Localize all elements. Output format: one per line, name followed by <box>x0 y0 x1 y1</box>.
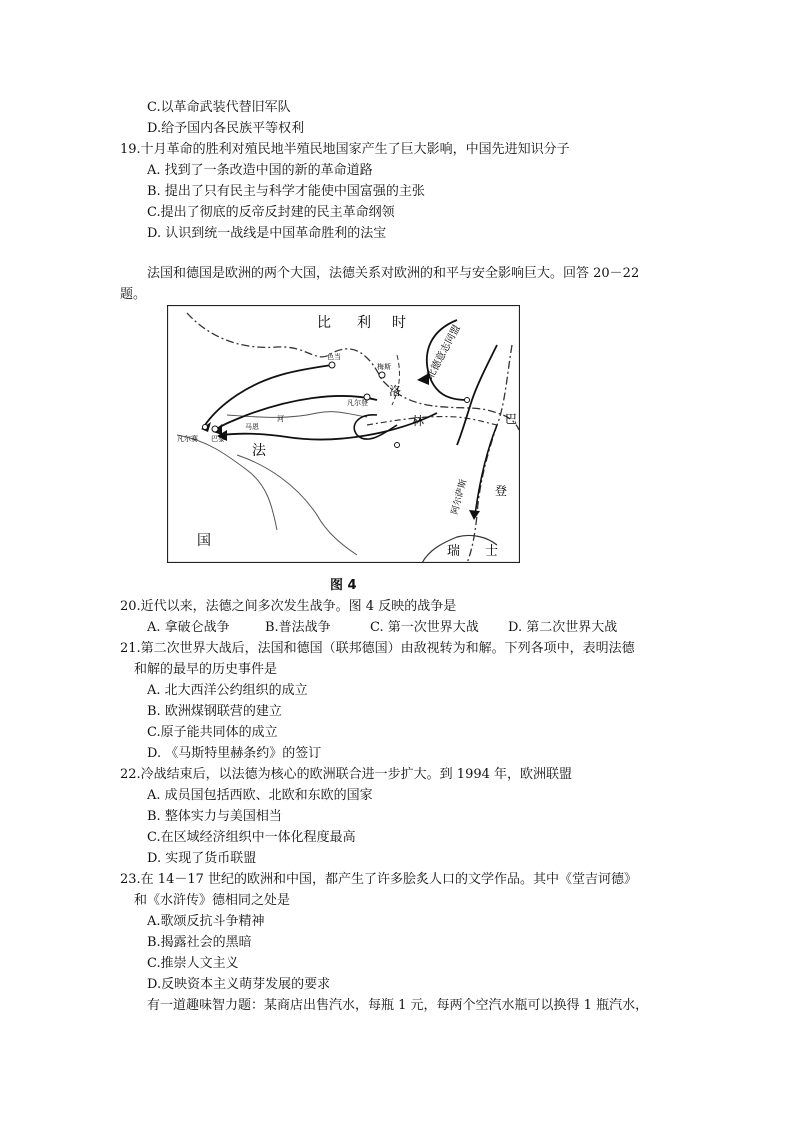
q21-option-d: D. 《马斯特里赫条约》的签订 <box>147 746 322 761</box>
map-label-belgium-1: 比 <box>317 315 331 331</box>
city-marker <box>395 443 400 448</box>
q22-option-b: B. 整体实力与美国相当 <box>147 809 282 824</box>
puzzle-line-1: 有一道趣味智力题：某商店出售汽水，每瓶 1 元，每两个空汽水瓶可以换得 1 瓶汽水， <box>147 998 649 1013</box>
q21-stem-line-1: 21.第二次世界大战后，法国和德国（联邦德国）由敌视转为和解。下列各项中，表明法德 <box>120 641 635 656</box>
q23-stem-line-2: 和《水浒传》德相同之处是 <box>134 893 291 908</box>
q19-option-d: D. 认识到统一战线是中国革命胜利的法宝 <box>147 226 387 241</box>
metz-city <box>379 372 385 378</box>
versailles-city <box>203 425 208 430</box>
q19-stem: 19.十月革命的胜利对殖民地半殖民地国家产生了巨大影响，中国先进知识分子 <box>120 142 570 157</box>
map-label-sedan: 色当 <box>327 353 341 361</box>
map-label-versailles: 凡尔赛 <box>177 435 198 443</box>
q20-option-b: B.普法战争 <box>265 620 331 635</box>
map-label-lin: 林 <box>412 414 425 428</box>
q23-option-c: C.推崇人文主义 <box>147 956 239 971</box>
map-label-ba: 巴 <box>505 412 518 426</box>
q19-option-b: B. 提出了只有民主与科学才能使中国富强的主张 <box>147 184 425 199</box>
map-label-shi: 士 <box>485 544 499 559</box>
map-label-alsace: 阿尔萨斯 <box>450 478 470 516</box>
q22-stem: 22.冷战结束后，以法德为核心的欧洲联合进一步扩大。到 1994 年，欧洲联盟 <box>120 767 573 782</box>
map-label-belgium-2: 利 <box>357 315 371 331</box>
q18-option-d: D.给予国内各民族平等权利 <box>147 121 305 136</box>
q19-option-a: A. 找到了一条改造中国的新的革命道路 <box>147 163 373 178</box>
q21-option-b: B. 欧洲煤钢联营的建立 <box>147 704 282 719</box>
war-map-figure <box>167 305 520 563</box>
q20-option-c: C. 第一次世界大战 <box>370 620 479 635</box>
q23-stem-line-1: 23.在 14－17 世纪的欧洲和中国，都产生了许多脍炙人口的文学作品。其中《堂吉诃德》 <box>120 872 638 887</box>
map-label-belgium-3: 时 <box>392 315 406 331</box>
map-label-rui: 瑞 <box>447 544 461 559</box>
map-label-marne: 马恩 <box>245 423 259 431</box>
map-label-verdun: 凡尔登 <box>347 399 368 407</box>
map-label-paris: 巴黎 <box>211 435 225 443</box>
intro-line-1: 法国和德国是欧洲的两个大国，法德关系对欧洲的和平与安全影响巨大。回答 20－22 <box>147 266 640 281</box>
paris-city <box>212 426 218 432</box>
sedan-city <box>329 362 335 368</box>
q20-option-a: A. 拿破仑战争 <box>147 620 230 635</box>
intro-line-2: 题。 <box>120 287 147 302</box>
q23-option-a: A.歌颂反抗斗争精神 <box>147 914 265 929</box>
q22-option-d: D. 实现了货币联盟 <box>147 851 257 866</box>
city-marker <box>465 398 470 403</box>
q19-option-c: C.提出了彻底的反帝反封建的民主革命纲领 <box>147 205 395 220</box>
q21-option-c: C.原子能共同体的成立 <box>147 725 278 740</box>
q20-stem: 20.近代以来，法德之间多次发生战争。图 4 反映的战争是 <box>120 599 457 614</box>
q20-options <box>147 619 617 637</box>
q20-option-d: D. 第二次世界大战 <box>508 620 618 635</box>
map-label-metz: 梅斯 <box>377 363 391 371</box>
figure-caption: 图 4 <box>330 578 357 593</box>
q23-option-b: B.揭露社会的黑暗 <box>147 935 252 950</box>
q22-option-c: C.在区域经济组织中一体化程度最高 <box>147 830 356 845</box>
q21-stem-line-2: 和解的最早的历史事件是 <box>134 662 278 677</box>
map-label-he: 河 <box>277 415 284 423</box>
map-label-guo: 国 <box>197 533 211 549</box>
map-label-deng: 登 <box>495 484 508 498</box>
q23-option-d: D.反映资本主义萌芽发展的要求 <box>147 977 331 992</box>
q22-option-a: A. 成员国包括西欧、北欧和东欧的国家 <box>147 788 373 803</box>
map-label-luo: 洛 <box>389 384 402 398</box>
map-label-fa: 法 <box>252 443 266 459</box>
map-label-north-german: 北德意志同盟 <box>424 323 463 382</box>
q21-option-a: A. 北大西洋公约组织的成立 <box>147 683 308 698</box>
q18-option-c: C.以革命武装代替旧军队 <box>147 100 291 115</box>
